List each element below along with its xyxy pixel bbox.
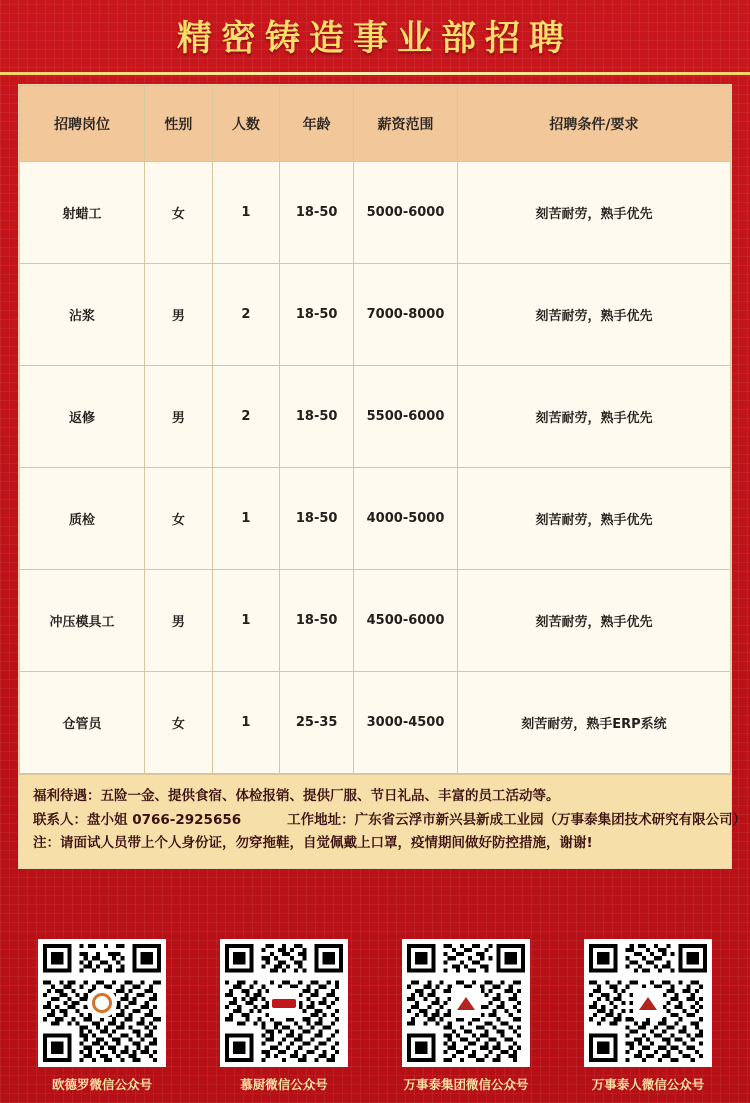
table-row [20,366,731,468]
cell-gender: 女 [145,672,213,774]
ring-logo-icon [87,988,117,1018]
qr-item [200,939,368,1093]
column-header-age: 年龄 [280,86,354,162]
cell-position: 沾浆 [20,264,145,366]
cell-gender: 男 [145,570,213,672]
cell-age: 18-50 [280,366,354,468]
cell-age: 18-50 [280,264,354,366]
cell-position: 质检 [20,468,145,570]
cell-age: 18-50 [280,468,354,570]
cell-salary: 5500-6000 [354,366,458,468]
cell-gender: 女 [145,468,213,570]
cell-count: 1 [212,672,280,774]
table-row [20,570,731,672]
qr-caption: 欧德罗微信公众号 [51,1077,152,1092]
cell-count: 1 [212,468,280,570]
qr-item [564,939,732,1093]
table-header-row [20,86,731,162]
table-row [20,162,731,264]
qr-caption: 万事泰人微信公众号 [591,1077,705,1092]
cell-requirement: 刻苦耐劳，熟手优先 [457,570,730,672]
cell-count: 2 [212,366,280,468]
cell-position: 射蜡工 [20,162,145,264]
column-header-position: 招聘岗位 [20,86,145,162]
qr-code-image[interactable] [220,939,348,1067]
cell-gender: 男 [145,366,213,468]
bar-logo-icon [269,988,299,1018]
mountain-logo-icon [451,988,481,1018]
qr-code-row [18,939,732,1093]
qr-item [382,939,550,1093]
qr-caption: 慕厨微信公众号 [240,1077,328,1092]
cell-gender: 男 [145,264,213,366]
title-divider [0,72,750,75]
cell-requirement: 刻苦耐劳，熟手优先 [457,264,730,366]
cell-count: 2 [212,264,280,366]
jobs-table [19,85,731,774]
mountain-logo-icon [633,988,663,1018]
cell-salary: 3000-4500 [354,672,458,774]
contact-note: 联系人：盘小姐 0766-2925656 [33,811,242,828]
cell-position: 仓管员 [20,672,145,774]
qr-code-image[interactable] [584,939,712,1067]
jobs-card [18,84,747,869]
footer-notes [19,774,747,868]
cell-position: 冲压模具工 [20,570,145,672]
cell-salary: 4500-6000 [354,570,458,672]
cell-age: 18-50 [280,162,354,264]
table-row [20,264,731,366]
column-header-count: 人数 [212,86,280,162]
cell-requirement: 刻苦耐劳，熟手优先 [457,366,730,468]
contact-line [33,809,747,833]
column-header-requirement: 招聘条件/要求 [457,86,730,162]
cell-requirement: 刻苦耐劳，熟手优先 [457,162,730,264]
page-title: 精密铸造事业部招聘 [176,19,573,59]
welfare-note: 福利待遇：五险一金、提供食宿、体检报销、提供厂服、节日礼品、丰富的员工活动等。 [33,788,560,804]
cell-age: 18-50 [280,570,354,672]
cell-requirement: 刻苦耐劳，熟手优先 [457,468,730,570]
cell-count: 1 [212,570,280,672]
cell-gender: 女 [145,162,213,264]
cell-position: 返修 [20,366,145,468]
column-header-salary: 薪资范围 [354,86,458,162]
cell-age: 25-35 [280,672,354,774]
qr-code-image[interactable] [402,939,530,1067]
poster-title-band [0,0,750,72]
cell-salary: 4000-5000 [354,468,458,570]
table-row [20,468,731,570]
cell-salary: 7000-8000 [354,264,458,366]
column-header-gender: 性别 [145,86,213,162]
cell-count: 1 [212,162,280,264]
remark-note: 注：请面试人员带上个人身份证，勿穿拖鞋，自觉佩戴上口罩，疫情期间做好防控措施，谢谢! [33,835,593,852]
address-note: 工作地址：广东省云浮市新兴县新成工业园（万事泰集团技术研究有限公司） [287,811,747,828]
qr-code-image[interactable] [38,939,166,1067]
qr-caption: 万事泰集团微信公众号 [403,1077,529,1092]
cell-requirement: 刻苦耐劳，熟手ERP系统 [457,672,730,774]
qr-item [18,939,186,1093]
cell-salary: 5000-6000 [354,162,458,264]
table-row [20,672,731,774]
